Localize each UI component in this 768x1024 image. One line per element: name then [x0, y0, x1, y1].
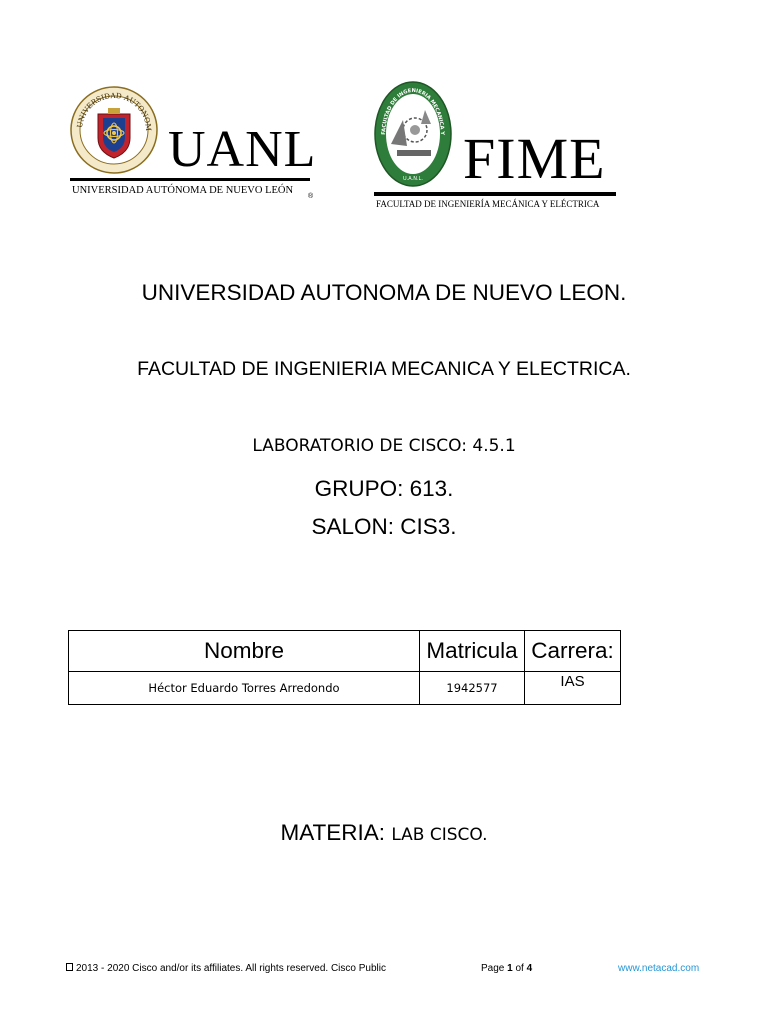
fime-subtitle: FACULTAD DE INGENIERÍA MECÁNICA Y ELÉCTRICA — [376, 199, 600, 209]
page-of: of — [512, 963, 527, 974]
copyright-text: 2013 - 2020 Cisco and/or its affiliates. All rights reserved. Cisco Public — [76, 963, 386, 974]
netacad-link[interactable]: www.netacad.com — [618, 963, 700, 974]
svg-text:UNIVERSIDAD AUTONOMA DE NUEVO: UNIVERSIDAD AUTONOM — [75, 90, 154, 132]
lab-title: LABORATORIO DE CISCO: 4.5.1 — [252, 436, 516, 456]
room-label: SALON: CIS3. — [311, 514, 457, 539]
copyright-box-icon — [66, 963, 73, 971]
uanl-divider — [70, 178, 310, 181]
faculty-title: FACULTAD DE INGENIERIA MECANICA Y ELECTRICA. — [137, 358, 631, 380]
registered-mark: ® — [308, 193, 314, 200]
subject-value: LAB CISCO. — [391, 825, 488, 845]
header-carrera: Carrera: — [525, 631, 621, 672]
cell-matricula: 1942577 — [420, 672, 525, 705]
group-label: GRUPO: 613. — [314, 476, 454, 501]
fime-seal-logo — [373, 80, 453, 188]
uanl-subtitle: UNIVERSIDAD AUTÓNOMA DE NUEVO LEÓN — [72, 185, 294, 196]
header-matricula: Matricula — [420, 631, 525, 672]
page-total: 4 — [526, 963, 533, 974]
table-row — [69, 672, 621, 705]
subject-label: MATERIA: — [280, 820, 392, 845]
cell-carrera: IAS — [525, 672, 621, 705]
svg-text:FACULTAD DE INGENIERIA MECANIC: FACULTAD DE INGENIERIA MECANICA Y — [380, 87, 446, 136]
header-nombre: Nombre — [69, 631, 420, 672]
students-table — [68, 630, 621, 705]
fime-wordmark: FIME — [463, 126, 606, 191]
uanl-wordmark: UANL — [168, 121, 317, 178]
page-prefix: Page — [481, 963, 508, 974]
fime-divider — [374, 192, 616, 196]
footer-page-number — [481, 963, 532, 974]
table-header-row — [69, 631, 621, 672]
footer-copyright — [66, 963, 386, 974]
uanl-seal-logo — [70, 86, 158, 174]
page-current: 1 — [507, 963, 513, 974]
cell-nombre: Héctor Eduardo Torres Arredondo — [69, 672, 420, 705]
university-title: UNIVERSIDAD AUTONOMA DE NUEVO LEON. — [141, 280, 627, 305]
svg-text:U.A.N.L.: U.A.N.L. — [403, 176, 423, 182]
subject-line — [0, 820, 768, 846]
